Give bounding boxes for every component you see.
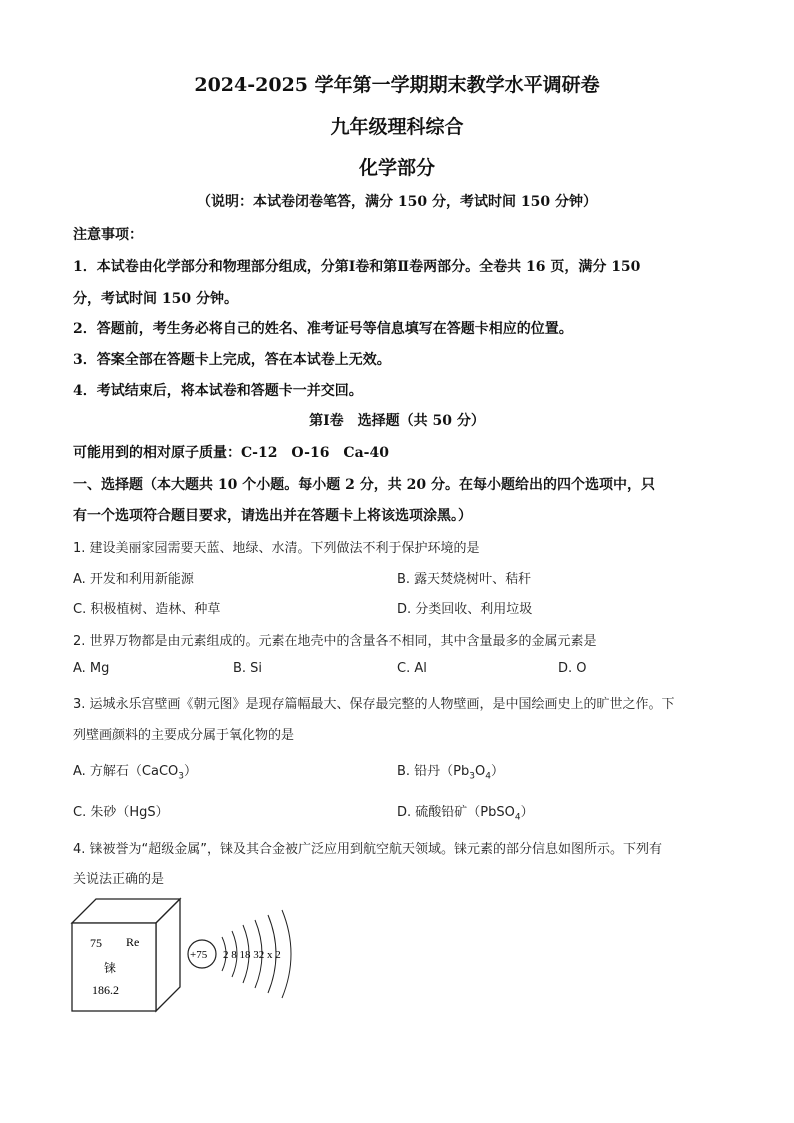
part1-title: 第Ⅰ卷 选择题（共 50 分） — [309, 413, 485, 429]
notice-item: 分，考试时间 150 分钟。 — [73, 291, 238, 307]
q1-option-a: A. 开发和利用新能源 — [73, 572, 194, 587]
electron-counts: 2 8 18 32 x 2 — [223, 949, 281, 961]
question-3-stem-2: 列壁画颜料的主要成分属于氧化物的是 — [73, 728, 295, 743]
exam-title: 2024-2025 学年第一学期期末教学水平调研卷 — [194, 74, 600, 96]
question-2-stem: 2. 世界万物都是由元素组成的。元素在地壳中的含量各不相同，其中含量最多的金属元素是 — [73, 634, 597, 649]
question-4-stem-2: 关说法正确的是 — [73, 872, 165, 887]
instruction-line-2: 有一个选项符合题目要求，请选出并在答题卡上将该选项涂黑。） — [73, 508, 472, 524]
q1-option-b: B. 露天焚烧树叶、秸秆 — [397, 572, 532, 587]
electron-shell-arc — [282, 910, 291, 998]
q2-option-a: A. Mg — [73, 661, 110, 676]
notices-heading: 注意事项： — [73, 227, 143, 243]
element-name: 铼 — [104, 961, 117, 975]
exam-subtitle: 九年级理科综合 — [330, 116, 464, 138]
notice-item: 1．本试卷由化学部分和物理部分组成，分第Ⅰ卷和第Ⅱ卷两部分。全卷共 16 页，满分 150 — [73, 259, 641, 275]
q3-option-d: D. 硫酸铅矿（PbSO$_4$） — [397, 805, 534, 823]
element-card — [72, 899, 180, 1011]
question-1-stem: 1. 建设美丽家园需要天蓝、地绿、水清。下列做法不利于保护环境的是 — [73, 541, 480, 556]
q1-option-c: C. 积极植树、造林、种草 — [73, 602, 221, 617]
notice-item: 2．答题前，考生务必将自己的姓名、准考证号等信息填写在答题卡相应的位置。 — [73, 321, 573, 337]
section-title: 化学部分 — [358, 157, 435, 179]
instruction-line-1: 一、选择题（本大题共 10 个小题。每小题 2 分，共 20 分。在每小题给出的四个选项中，只 — [73, 477, 655, 493]
exam-note: （说明：本试卷闭卷笔答，满分 150 分，考试时间 150 分钟） — [197, 194, 597, 210]
atom-structure-diagram — [188, 910, 291, 998]
q3-option-c: C. 朱砂（HgS） — [73, 805, 169, 820]
q3-option-a: A. 方解石（CaCO$_3$） — [73, 764, 198, 782]
q2-option-b: B. Si — [233, 661, 263, 676]
atomic-mass: 186.2 — [92, 983, 119, 997]
q3-option-b: B. 铅丹$(Pb_3O_4)$ — [397, 764, 504, 782]
question-3-stem-1: 3. 运城永乐宫壁画《朝元图》是现存篇幅最大、保存最完整的人物壁画，是中国绘画史上的旷世之作。下 — [73, 697, 675, 712]
q1-option-d: D. 分类回收、利用垃圾 — [397, 602, 533, 617]
nucleus-charge: +75 — [190, 949, 208, 961]
atomic-number: 75 — [90, 936, 102, 950]
rhenium-figure — [70, 895, 310, 1015]
q2-option-d: D. O — [558, 661, 587, 676]
element-symbol: Re — [126, 935, 140, 949]
atomic-masses: 可能用到的相对原子质量：C-12 O-16 Ca-40 — [73, 445, 389, 461]
notice-item: 3．答案全部在答题卡上完成，答在本试卷上无效。 — [73, 352, 391, 368]
question-4-stem-1: 4. 铼被誉为“超级金属”，铼及其合金被广泛应用到航空航天领域。铼元素的部分信息如图所示。下列有 — [73, 842, 663, 857]
notice-item: 4．考试结束后，将本试卷和答题卡一并交回。 — [73, 383, 363, 399]
q2-option-c: C. Al — [397, 661, 427, 676]
